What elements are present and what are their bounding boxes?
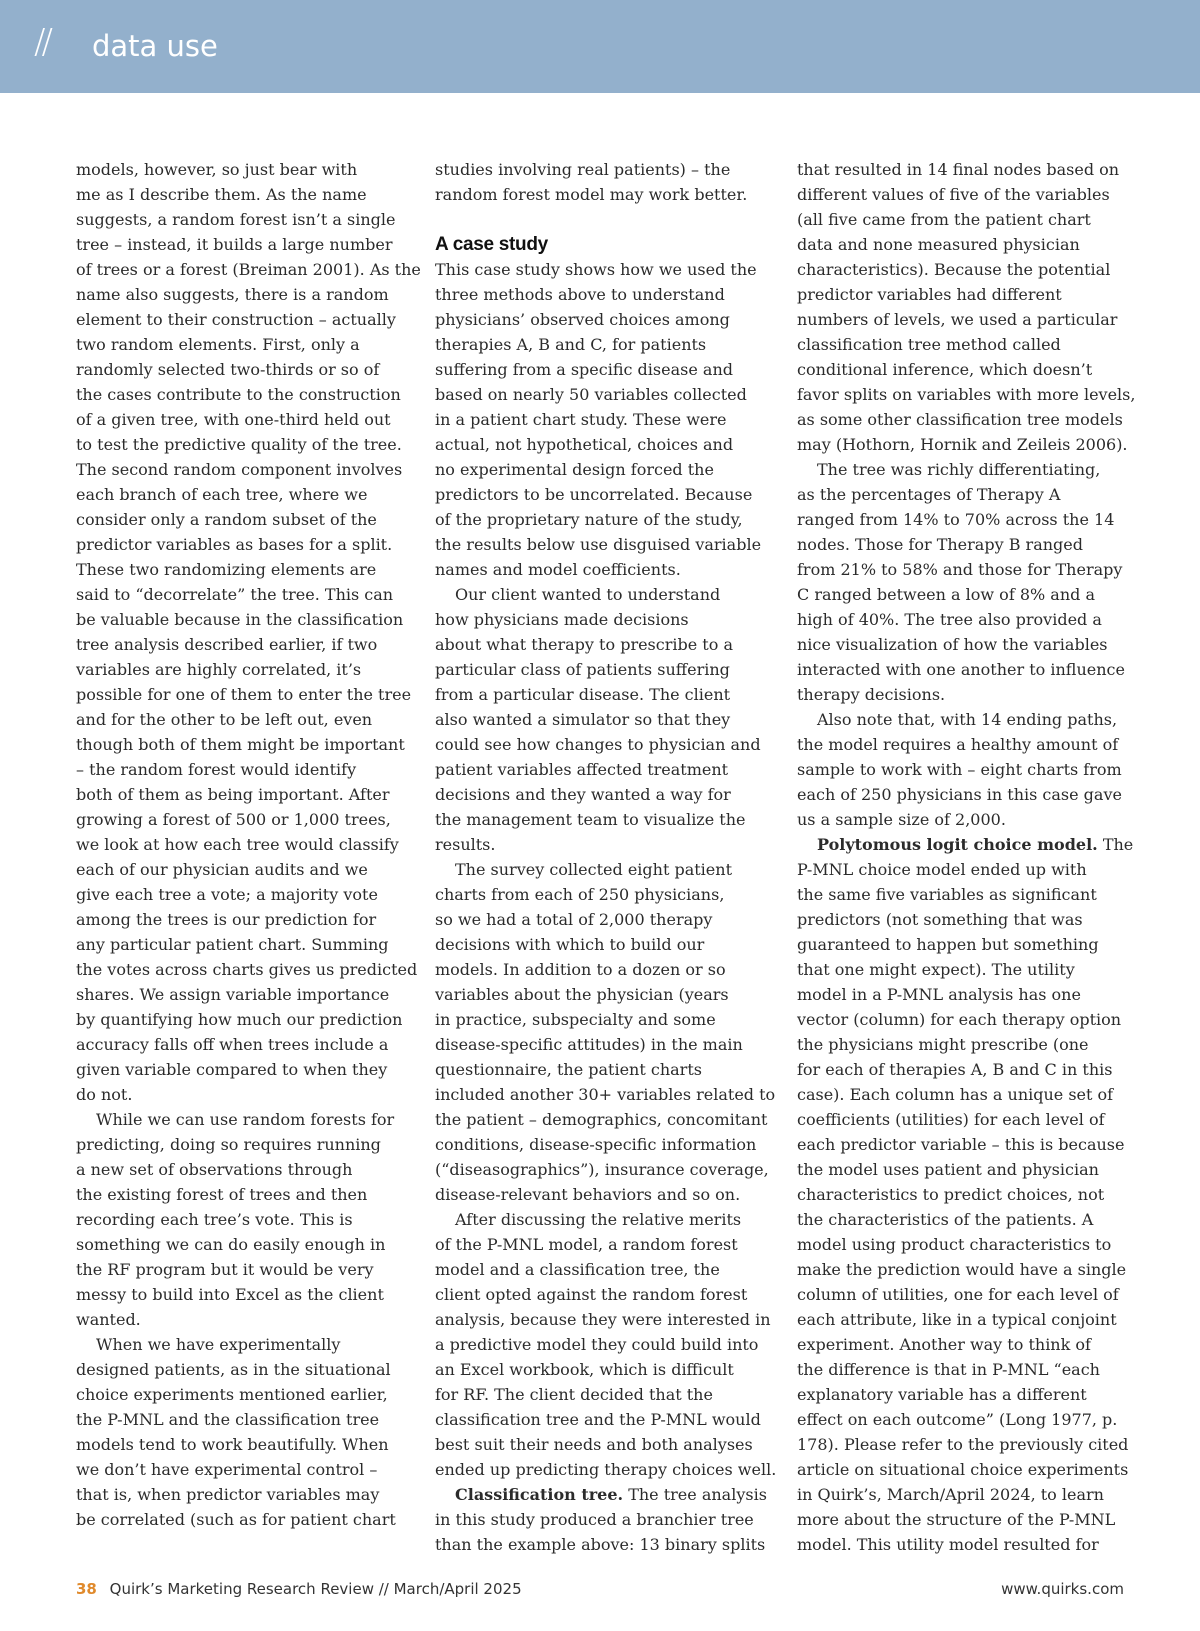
- website-link[interactable]: www.quirks.com: [1001, 1580, 1124, 1598]
- text-line: could see how changes to physician and: [435, 735, 761, 754]
- text-line: the same five variables as significant: [797, 885, 1097, 904]
- text-line: the patient – demographics, concomitant: [435, 1110, 768, 1129]
- text-line: an Excel workbook, which is difficult: [435, 1360, 734, 1379]
- text-line: by quantifying how much our prediction: [76, 1010, 403, 1029]
- line-text: The tree analysis: [623, 1485, 767, 1504]
- text-line: recording each tree’s vote. This is: [76, 1210, 353, 1229]
- text-line: best suit their needs and both analyses: [435, 1435, 753, 1454]
- text-line: model. This utility model resulted for: [797, 1535, 1099, 1554]
- text-line: column of utilities, one for each level of: [797, 1285, 1119, 1304]
- text-line: models, however, so just bear with: [76, 160, 358, 179]
- text-line: numbers of levels, we used a particular: [797, 310, 1118, 329]
- text-line: conditions, disease-specific information: [435, 1135, 757, 1154]
- text-line: particular class of patients suffering: [435, 660, 730, 679]
- text-line: models tend to work beautifully. When: [76, 1435, 389, 1454]
- text-line: These two randomizing elements are: [76, 560, 377, 579]
- text-line: After discussing the relative merits: [455, 1210, 742, 1229]
- text-line: that is, when predictor variables may: [76, 1485, 380, 1504]
- text-line: be valuable because in the classification: [76, 610, 404, 629]
- text-line: name also suggests, there is a random: [76, 285, 389, 304]
- text-line: suggests, a random forest isn’t a single: [76, 210, 396, 229]
- text-line: the cases contribute to the construction: [76, 385, 401, 404]
- text-line: that one might expect). The utility: [797, 960, 1075, 979]
- text-line: from 21% to 58% and those for Therapy: [797, 560, 1123, 579]
- text-line: the model uses patient and physician: [797, 1160, 1099, 1179]
- section-header: [0, 0, 1200, 93]
- text-line: model and a classification tree, the: [435, 1260, 720, 1279]
- text-line: characteristics to predict choices, not: [797, 1185, 1105, 1204]
- text-line: the characteristics of the patients. A: [797, 1210, 1094, 1229]
- text-line: any particular patient chart. Summing: [76, 935, 389, 954]
- text-line: model using product characteristics to: [797, 1235, 1112, 1254]
- text-line: in a patient chart study. These were: [435, 410, 727, 429]
- text-line: – the random forest would identify: [76, 760, 357, 779]
- text-line: When we have experimentally: [96, 1335, 341, 1354]
- text-line: two random elements. First, only a: [76, 335, 360, 354]
- text-line: 178). Please refer to the previously cited: [797, 1435, 1129, 1454]
- text-line: suffering from a specific disease and: [435, 360, 733, 379]
- section-title: data use: [92, 29, 218, 63]
- text-line: explanatory variable has a different: [797, 1385, 1087, 1404]
- text-line: of a given tree, with one-third held out: [76, 410, 391, 429]
- text-line: wanted.: [76, 1310, 141, 1329]
- text-line: designed patients, as in the situational: [76, 1360, 391, 1379]
- text-line: the model requires a healthy amount of: [797, 735, 1119, 754]
- text-line: (“diseasographics”), insurance coverage,: [435, 1160, 769, 1179]
- text-line: ranged from 14% to 70% across the 14: [797, 510, 1115, 529]
- text-line: give each tree a vote; a majority vote: [76, 885, 378, 904]
- article-column-1: [76, 157, 421, 1532]
- text-line: coefficients (utilities) for each level of: [797, 1110, 1105, 1129]
- text-line: classification tree method called: [797, 335, 1061, 354]
- text-line: models. In addition to a dozen or so: [435, 960, 726, 979]
- text-line: do not.: [76, 1085, 133, 1104]
- text-line: interacted with one another to influence: [797, 660, 1125, 679]
- text-line: how physicians made decisions: [435, 610, 689, 629]
- text-line: model in a P-MNL analysis has one: [797, 985, 1081, 1004]
- text-line: predictors to be uncorrelated. Because: [435, 485, 753, 504]
- text-line: vector (column) for each therapy option: [797, 1010, 1122, 1029]
- text-line: The tree was richly differentiating,: [817, 460, 1101, 479]
- text-line: for each of therapies A, B and C in this: [797, 1060, 1113, 1079]
- text-line: each of our physician audits and we: [76, 860, 368, 879]
- text-line: in Quirk’s, March/April 2024, to learn: [797, 1485, 1104, 1504]
- text-line: (all five came from the patient chart: [797, 210, 1091, 229]
- text-line: variables about the physician (years: [435, 985, 729, 1004]
- text-line: predictor variables had different: [797, 285, 1062, 304]
- text-line: no experimental design forced the: [435, 460, 714, 479]
- text-line: may (Hothorn, Hornik and Zeileis 2006).: [797, 435, 1128, 454]
- text-line: as some other classification tree models: [797, 410, 1123, 429]
- text-line: C ranged between a low of 8% and a: [797, 585, 1095, 604]
- text-line: [435, 1482, 770, 1507]
- run-in-heading: Classification tree.: [455, 1485, 624, 1504]
- text-line: data and none measured physician: [797, 235, 1080, 254]
- text-line: each predictor variable – this is because: [797, 1135, 1125, 1154]
- text-line: based on nearly 50 variables collected: [435, 385, 747, 404]
- text-line: given variable compared to when they: [76, 1060, 388, 1079]
- text-line: the votes across charts gives us predicted: [76, 960, 418, 979]
- text-line: [797, 832, 1132, 857]
- text-line: accuracy falls off when trees include a: [76, 1035, 389, 1054]
- text-line: decisions with which to build our: [435, 935, 705, 954]
- text-line: Our client wanted to understand: [455, 585, 721, 604]
- page-footer: [76, 1580, 1124, 1602]
- text-line: said to “decorrelate” the tree. This can: [76, 585, 394, 604]
- text-line: tree analysis described earlier, if two: [76, 635, 378, 654]
- text-line: also wanted a simulator so that they: [435, 710, 731, 729]
- text-line: each of 250 physicians in this case gave: [797, 785, 1122, 804]
- text-line: we don’t have experimental control –: [76, 1460, 378, 1479]
- header-slashes: //: [34, 22, 49, 62]
- text-line: sample to work with – eight charts from: [797, 760, 1122, 779]
- text-line: each attribute, like in a typical conjoint: [797, 1310, 1117, 1329]
- text-line: randomly selected two-thirds or so of: [76, 360, 380, 379]
- line-text: The: [1097, 835, 1134, 854]
- text-line: nice visualization of how the variables: [797, 635, 1108, 654]
- text-line: three methods above to understand: [435, 285, 725, 304]
- text-line: questionnaire, the patient charts: [435, 1060, 702, 1079]
- text-line: we look at how each tree would classify: [76, 835, 399, 854]
- text-line: different values of five of the variables: [797, 185, 1110, 204]
- text-line: the physicians might prescribe (one: [797, 1035, 1089, 1054]
- text-line: in practice, subspecialty and some: [435, 1010, 716, 1029]
- text-line: me as I describe them. As the name: [76, 185, 367, 204]
- text-line: classification tree and the P-MNL would: [435, 1410, 761, 1429]
- text-line: random forest model may work better.: [435, 185, 748, 204]
- page-number: 38: [76, 1580, 97, 1598]
- text-line: studies involving real patients) – the: [435, 160, 731, 179]
- text-line: the results below use disguised variable: [435, 535, 762, 554]
- text-line: the existing forest of trees and then: [76, 1185, 368, 1204]
- text-line: choice experiments mentioned earlier,: [76, 1385, 388, 1404]
- text-line: more about the structure of the P-MNL: [797, 1510, 1116, 1529]
- text-line: of the proprietary nature of the study,: [435, 510, 743, 529]
- text-line: of trees or a forest (Breiman 2001). As the: [76, 260, 421, 279]
- text-line: favor splits on variables with more levels,: [797, 385, 1136, 404]
- text-line: us a sample size of 2,000.: [797, 810, 1006, 829]
- text-line: element to their construction – actually: [76, 310, 396, 329]
- text-line: case). Each column has a unique set of: [797, 1085, 1114, 1104]
- text-line: shares. We assign variable importance: [76, 985, 390, 1004]
- text-line: among the trees is our prediction for: [76, 910, 377, 929]
- text-line: to test the predictive quality of the tree.: [76, 435, 402, 454]
- text-line: physicians’ observed choices among: [435, 310, 730, 329]
- section-heading: A case study: [435, 234, 548, 255]
- text-line: therapy decisions.: [797, 685, 946, 704]
- text-line: each branch of each tree, where we: [76, 485, 368, 504]
- paragraph-gap: [435, 207, 770, 232]
- run-in-heading: Polytomous logit choice model.: [817, 835, 1098, 854]
- text-line: charts from each of 250 physicians,: [435, 885, 725, 904]
- text-line: client opted against the random forest: [435, 1285, 748, 1304]
- text-line: actual, not hypothetical, choices and: [435, 435, 734, 454]
- text-line: than the example above: 13 binary splits: [435, 1535, 766, 1554]
- text-line: included another 30+ variables related to: [435, 1085, 776, 1104]
- text-line: nodes. Those for Therapy B ranged: [797, 535, 1083, 554]
- text-line: the RF program but it would be very: [76, 1260, 374, 1279]
- text-line: something we can do easily enough in: [76, 1235, 386, 1254]
- text-line: for RF. The client decided that the: [435, 1385, 713, 1404]
- text-line: The survey collected eight patient: [455, 860, 732, 879]
- text-line: experiment. Another way to think of: [797, 1335, 1091, 1354]
- text-line: both of them as being important. After: [76, 785, 390, 804]
- text-line: article on situational choice experiments: [797, 1460, 1129, 1479]
- text-line: variables are highly correlated, it’s: [76, 660, 362, 679]
- text-line: The second random component involves: [76, 460, 403, 479]
- text-line: in this study produced a branchier tree: [435, 1510, 754, 1529]
- text-line: be correlated (such as for patient chart: [76, 1510, 396, 1529]
- text-line: so we had a total of 2,000 therapy: [435, 910, 713, 929]
- article-column-3: [797, 157, 1136, 1557]
- text-line: Also note that, with 14 ending paths,: [817, 710, 1118, 729]
- text-line: predicting, doing so requires running: [76, 1135, 381, 1154]
- text-line: the P-MNL and the classification tree: [76, 1410, 380, 1429]
- article-column-2: [435, 157, 777, 1557]
- text-line: consider only a random subset of the: [76, 510, 377, 529]
- text-line: names and model coefficients.: [435, 560, 681, 579]
- text-line: a predictive model they could build into: [435, 1335, 759, 1354]
- text-line: growing a forest of 500 or 1,000 trees,: [76, 810, 391, 829]
- text-line: patient variables affected treatment: [435, 760, 729, 779]
- text-line: analysis, because they were interested in: [435, 1310, 771, 1329]
- text-line: that resulted in 14 final nodes based on: [797, 160, 1120, 179]
- text-line: characteristics). Because the potential: [797, 260, 1111, 279]
- text-line: effect on each outcome” (Long 1977, p.: [797, 1410, 1118, 1429]
- text-line: disease-specific attitudes) in the main: [435, 1035, 743, 1054]
- publication-title: Quirk’s Marketing Research Review // March/April 2025: [109, 1580, 522, 1598]
- text-line: and for the other to be left out, even: [76, 710, 373, 729]
- text-line: decisions and they wanted a way for: [435, 785, 731, 804]
- text-line: of the P-MNL model, a random forest: [435, 1235, 738, 1254]
- text-line: the management team to visualize the: [435, 810, 746, 829]
- text-line: conditional inference, which doesn’t: [797, 360, 1093, 379]
- text-line: messy to build into Excel as the client: [76, 1285, 384, 1304]
- text-line: results.: [435, 835, 496, 854]
- text-line: though both of them might be important: [76, 735, 405, 754]
- text-line: about what therapy to prescribe to a: [435, 635, 733, 654]
- text-line: P-MNL choice model ended up with: [797, 860, 1087, 879]
- text-line: This case study shows how we used the: [435, 260, 757, 279]
- text-line: make the prediction would have a single: [797, 1260, 1127, 1279]
- text-line: therapies A, B and C, for patients: [435, 335, 707, 354]
- text-line: a new set of observations through: [76, 1160, 353, 1179]
- text-line: tree – instead, it builds a large number: [76, 235, 393, 254]
- text-line: from a particular disease. The client: [435, 685, 731, 704]
- text-line: predictor variables as bases for a split.: [76, 535, 393, 554]
- text-line: predictors (not something that was: [797, 910, 1083, 929]
- text-line: ended up predicting therapy choices well.: [435, 1460, 777, 1479]
- text-line: the difference is that in P-MNL “each: [797, 1360, 1100, 1379]
- text-line: guaranteed to happen but something: [797, 935, 1099, 954]
- text-line: as the percentages of Therapy A: [797, 485, 1061, 504]
- text-line: high of 40%. The tree also provided a: [797, 610, 1102, 629]
- text-line: disease-relevant behaviors and so on.: [435, 1185, 741, 1204]
- text-line: possible for one of them to enter the tree: [76, 685, 412, 704]
- text-line: While we can use random forests for: [96, 1110, 395, 1129]
